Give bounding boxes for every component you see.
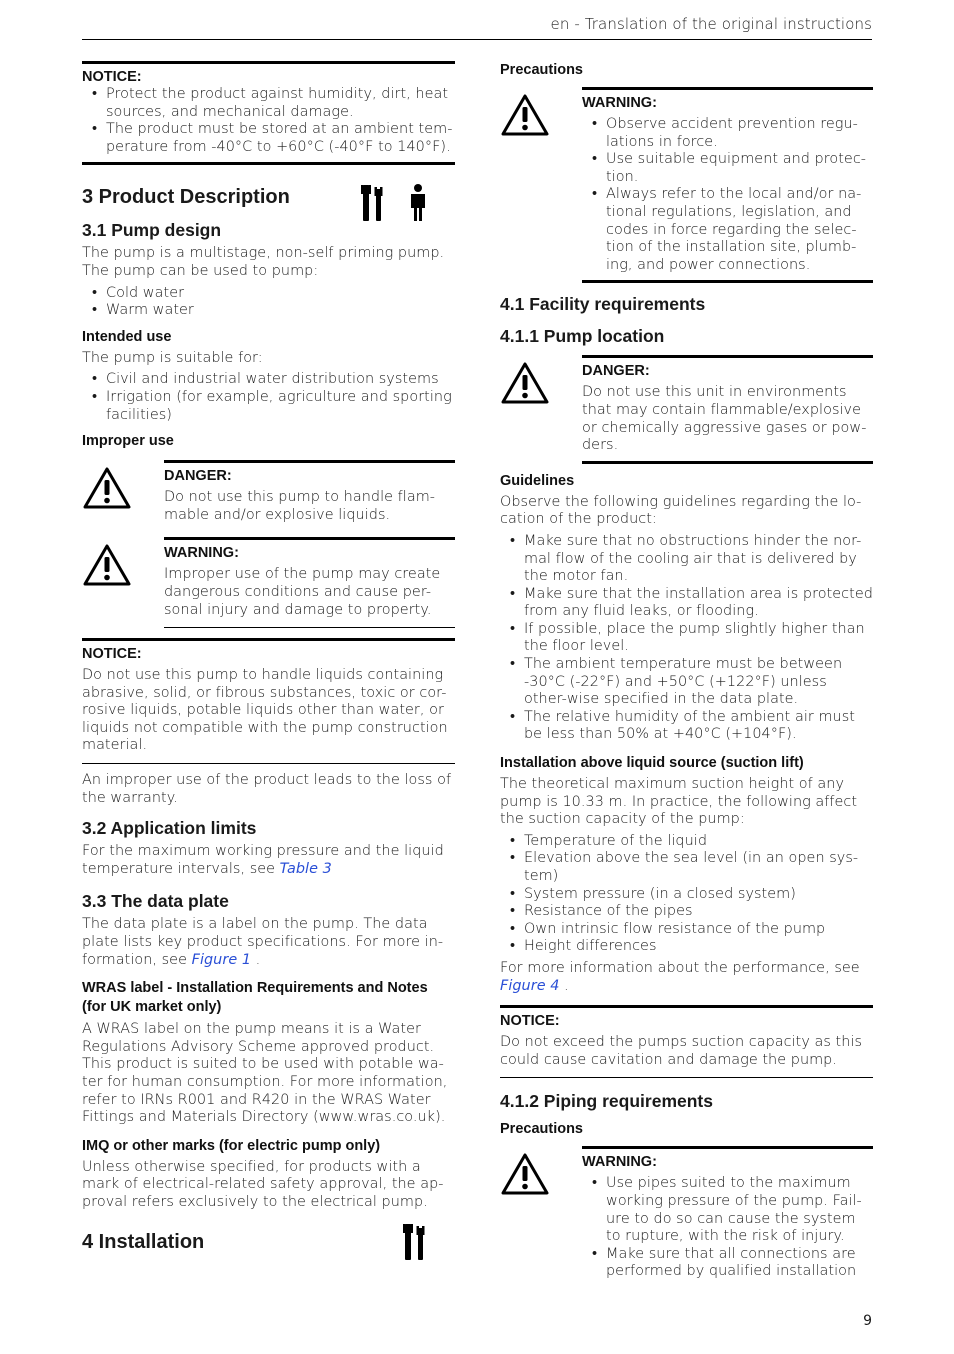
precautions-list [582,116,873,274]
list-item: • System pressure (in a closed system) [500,886,873,904]
danger-label: DANGER: [582,363,650,380]
list-item: • Height differences [500,938,873,956]
suction-intro: The theoretical maximum suction height of any pump is 10.33 m. In practice, the following affect the suction capacity of the pump: [500,776,858,828]
warning-triangle-icon [82,543,132,587]
precautions-label: Precautions [500,62,583,78]
danger-text: Do not use this unit in environments that may contain flammable/explosive or chemically aggressive gases or pow-ders. [582,384,867,454]
section-3-title: 3 Product Description [82,186,290,209]
warning-admonition [500,87,873,283]
intended-use-intro: The pump is suitable for: [82,349,263,366]
section-3-heading [82,185,455,209]
pump-media-list [82,285,455,320]
list-item: • Civil and industrial water distribution systems [82,371,455,389]
danger-text: Do not use this pump to handle flam-mable and/or explosive liquids. [164,489,435,523]
section-4-1-2-title: 4.1.2 Piping requirements [500,1091,713,1112]
section-4-heading [82,1230,455,1254]
list-item: • Make sure that the installation area is protected from any fluid leaks, or flooding. [500,586,873,621]
warning-triangle-icon [500,361,550,405]
danger-admonition [500,355,873,463]
danger-admonition [82,460,455,529]
list-item: • Use pipes suited to the maximum working pressure of the pump. Fail-ure to do so can cause the system to rupture, with the risk of injury. [582,1175,873,1245]
list-item: • The product must be stored at an ambient tem-perature from -40°C to +60°C (-40°F to 140°F). [82,121,455,156]
warning-triangle-icon [500,1152,550,1196]
tools-icon [360,183,386,223]
list-item: • Temperature of the liquid [500,833,873,851]
list-item: • Irrigation (for example, agriculture and sporting facilities) [82,389,455,424]
section-3-1-title: 3.1 Pump design [82,220,222,241]
notice-liquids-text: Do not use this pump to handle liquids containing abrasive, solid, or fibrous substances, toxic or cor-rosive liquids, potable liquids other than water, or liquids not compatible with the pump construction material. [82,667,448,754]
list-item: • Own intrinsic flow resistance of the pump [500,921,873,939]
notice-label: NOTICE: [500,1013,560,1030]
danger-label: DANGER: [164,468,232,485]
table-3-link[interactable]: Table 3 [279,860,332,877]
guidelines-intro: Observe the following guidelines regarding the lo-cation of the product: [500,493,862,528]
warning-text: Improper use of the pump may create dangerous conditions and cause per-sonal injury and damage to property. [164,566,441,618]
improper-use-label: Improper use [82,433,174,450]
list-item: • Cold water [82,285,455,303]
intended-use-label: Intended use [82,328,172,345]
warranty-text: An improper use of the product leads to the loss of the warranty. [82,772,452,806]
list-item: • Make sure that no obstructions hinder the nor-mal flow of the cooling air that is delivered by the motor fan. [500,533,873,586]
warning-box [582,87,873,283]
notice-label: NOTICE: [82,69,142,85]
intended-use-list [82,371,455,424]
imq-text: Unless otherwise specified, for products with a mark of electrical-related safety approval, the ap-proval refers exclusively to the electrical pump. [82,1158,444,1210]
section-4-1-1-title: 4.1.1 Pump location [500,326,665,347]
page-number: 9 [863,1313,872,1329]
notice-storage [82,61,455,165]
warning-admonition [500,1146,873,1286]
figure-4-link[interactable]: Figure 4 [500,977,560,994]
right-column [500,61,873,1286]
warning-box [582,1146,873,1286]
danger-box [582,355,873,463]
figure-1-link[interactable]: Figure 1 [191,951,252,968]
guidelines-list [500,533,873,744]
notice-suction [500,1005,873,1078]
warning-label: WARNING: [164,545,239,562]
notice-label: NOTICE: [82,646,142,663]
pump-design-intro: The pump is a multistage, non-self priming pump. The pump can be used to pump: [82,245,445,279]
application-limits-text: For the maximum working pressure and the liquid temperature intervals, see Table 3 [82,843,444,877]
suction-factors-list [500,833,873,956]
warning-triangle-icon [500,93,550,137]
notice-suction-text: Do not exceed the pumps suction capacity as this could cause cavitation and damage the pump. [500,1034,863,1068]
list-item: • Elevation above the sea level (in an open sys-tem) [500,850,873,885]
guidelines-label: Guidelines [500,472,575,489]
notice-list [82,86,455,156]
warning-box [164,537,455,628]
person-icon [407,183,429,223]
warning-label: WARNING: [582,95,657,111]
section-3-2-title: 3.2 Application limits [82,818,257,839]
list-item: • Always refer to the local and/or na-tional regulations, legislation, and codes in force regarding the selec-tion of the installation site, plumb-ing, and power connections. [582,186,873,274]
performance-text: For more information about the performance, see Figure 4 . [500,959,860,994]
header-text: en - Translation of the original instructions [550,15,872,33]
danger-box [164,460,455,529]
imq-label: IMQ or other marks (for electric pump only) [82,1137,381,1154]
notice-liquids [82,638,455,764]
section-3-3-title: 3.3 The data plate [82,891,229,912]
tools-icon [402,1222,428,1262]
page-header [82,14,872,40]
section-4-1-title: 4.1 Facility requirements [500,294,706,315]
data-plate-text: The data plate is a label on the pump. The data plate lists key product specifications. For more in-formation, see Figure 1 . [82,916,444,968]
list-item: • If possible, place the pump slightly higher than the floor level. [500,621,873,656]
list-item: • Use suitable equipment and protec-tion. [582,151,873,186]
left-column [82,61,455,1254]
list-item: • Warm water [82,302,455,320]
list-item: • Observe accident prevention regu-lations in force. [582,116,873,151]
piping-precautions-list [582,1175,873,1281]
warning-admonition [82,537,455,628]
section-4-title: 4 Installation [82,1230,205,1253]
warning-label: WARNING: [582,1154,657,1171]
wras-text: A WRAS label on the pump means it is a Water Regulations Advisory Scheme approved product. This product is suited to be used with potable wa-ter for human consumption. For more information, refer to IRNs R001 and R420 in the WRAS Water Fittings and Materials Directory (www.wras.co.uk). [82,1021,448,1126]
list-item: • Resistance of the pipes [500,903,873,921]
wras-label: WRAS label - Installation Requirements and Notes (for UK market only) [82,980,428,1016]
warning-triangle-icon [82,466,132,510]
list-item: • Protect the product against humidity, dirt, heat sources, and mechanical damage. [82,86,455,121]
list-item: • Make sure that all connections are performed by qualified installation [582,1246,873,1281]
suction-lift-label: Installation above liquid source (suction lift) [500,755,804,772]
list-item: • The ambient temperature must be between -30°C (-22°F) and +50°C (+122°F) unless other-wise specified in the data plate. [500,656,873,709]
precautions-label: Precautions [500,1121,583,1138]
list-item: • The relative humidity of the ambient air must be less than 50% at +40°C (+104°F). [500,709,873,744]
